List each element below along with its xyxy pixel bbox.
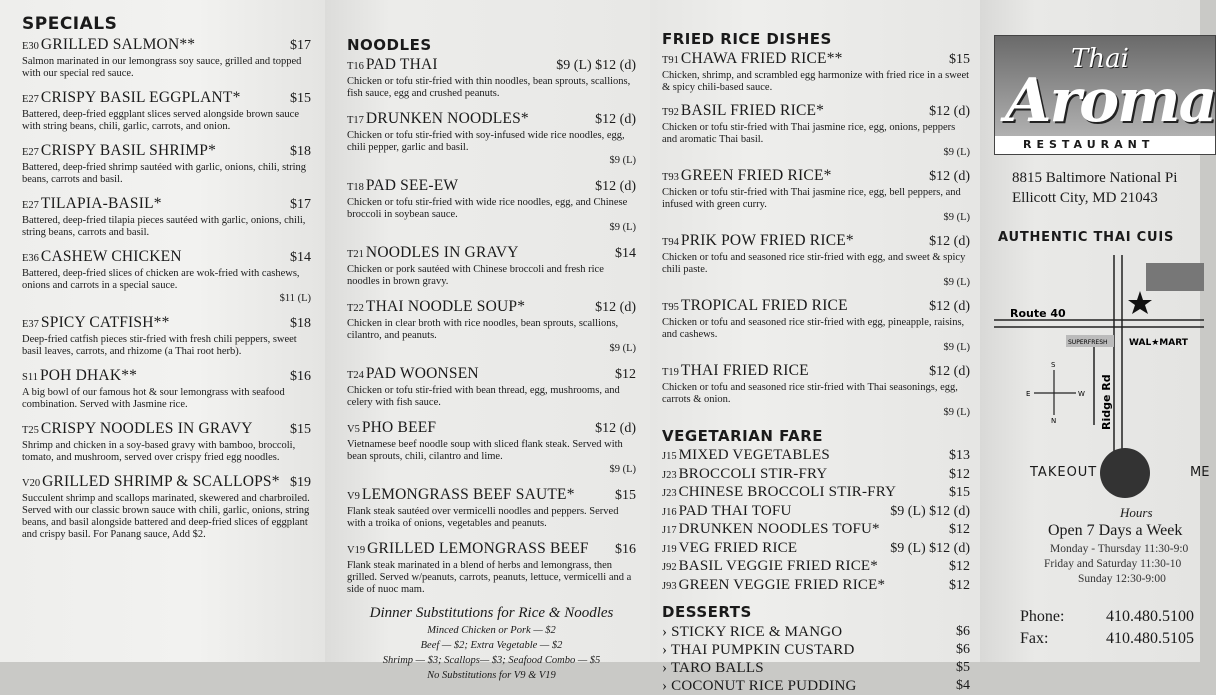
item-lunch-price: $9 (L) [943, 277, 970, 288]
item-description: Chicken, shrimp, and scrambled egg harmonize with fried rice in a sweet & spicy chili-based sauce. [662, 70, 970, 93]
item-name: CRISPY NOODLES IN GRAVY [40, 420, 253, 437]
item-code: T25 [22, 425, 39, 436]
item-price: $12 (d) [595, 300, 636, 315]
menu-item [22, 36, 311, 80]
item-description: Flank steak sautéed over vermicelli noodles and peppers. Served with a troika of onions, vegetables and peanuts. [347, 506, 619, 529]
item-price: $15 [949, 52, 970, 67]
item-description: Chicken or tofu and seasoned rice stir-fried with Thai seasonings, egg, carrots & onion. [662, 382, 958, 405]
item-code: T93 [662, 172, 679, 183]
item-code: J16 [662, 506, 677, 518]
item-code: T22 [347, 303, 364, 314]
phone-row [1020, 608, 1194, 626]
vegetarian-item-title [662, 466, 827, 485]
item-price: $6 [956, 624, 970, 639]
menu-item-title [22, 420, 253, 439]
menu-item [662, 297, 970, 354]
item-lunch-price: $9 (L) [943, 212, 970, 223]
item-name: TROPICAL FRIED RICE [680, 297, 848, 314]
menu-item-header [347, 540, 636, 559]
item-price: $12 [615, 367, 636, 382]
item-name: TILAPIA-BASIL* [40, 195, 162, 212]
fax-row [1020, 630, 1194, 648]
menu-item-title [662, 362, 809, 381]
address-line-2: Ellicott City, MD 21043 [1012, 190, 1158, 206]
item-name: CHINESE BROCCOLI STIR-FRY [678, 484, 897, 500]
vegetarian-item-title [662, 447, 830, 466]
substitutions-title: Dinner Substitutions for Rice & Noodles [369, 605, 614, 621]
menu-item [22, 89, 311, 133]
item-price: $12 (d) [929, 299, 970, 314]
item-code: E37 [22, 319, 39, 330]
item-description: Salmon marinated in our lemongrass soy sauce, grilled and topped with our special red sauce. [22, 56, 302, 79]
menu-item-title [22, 142, 216, 161]
item-description: Battered, deep-fried slices of chicken are wok-fried with cashews, onions and carrots in a special sauce. [22, 268, 300, 291]
item-name: PRIK POW FRIED RICE* [680, 232, 854, 249]
item-code: E27 [22, 147, 39, 158]
menu-item-header [347, 110, 636, 129]
item-name: NOODLES IN GRAVY [365, 244, 519, 261]
vegetarian-item [662, 466, 970, 485]
item-description: Chicken or tofu and seasoned rice stir-fried with egg, pineapple, raisins, and cashews. [662, 317, 965, 340]
menu-item-header [347, 298, 636, 317]
restaurant-logo [994, 35, 1216, 155]
menu-item-title [22, 248, 182, 267]
item-lunch-price: $9 (L) [943, 407, 970, 418]
menu-item-header [22, 473, 311, 492]
menu-item-header [347, 56, 636, 75]
item-code: T21 [347, 249, 364, 260]
item-price: $19 [290, 475, 311, 490]
item-price: $15 [615, 488, 636, 503]
item-code: T24 [347, 370, 364, 381]
item-price: $4 [956, 678, 970, 693]
item-name: PAD SEE-EW [365, 177, 459, 194]
item-name: › THAI PUMPKIN CUSTARD [662, 642, 855, 658]
item-price: $17 [290, 197, 311, 212]
dessert-item [662, 677, 970, 695]
menu-item-header [347, 244, 636, 263]
superfresh-label: SUPERFRESH [1068, 339, 1108, 346]
menu-item [662, 102, 970, 159]
menu-item [22, 420, 311, 464]
item-price: $15 [290, 91, 311, 106]
hours-line: Sunday 12:30-9:00 [1078, 573, 1166, 585]
compass-e: E [1026, 390, 1031, 398]
item-price: $12 (d) [595, 421, 636, 436]
menu-item [662, 362, 970, 419]
menu-item-title [22, 89, 241, 108]
menu-item [22, 195, 311, 239]
menu-item [662, 167, 970, 224]
item-name: GREEN FRIED RICE* [680, 167, 832, 184]
item-description: Battered, deep-fried eggplant slices served alongside brown sauce with string beans, chili, garlic, carrots, and onion. [22, 109, 299, 132]
menu-item [347, 110, 636, 167]
menu-item-header [347, 419, 636, 438]
vegetarian-item [662, 447, 970, 466]
open-days: Open 7 Days a Week [1048, 522, 1183, 539]
item-name: GRILLED SALMON** [40, 36, 196, 53]
menu-item-header [347, 177, 636, 196]
item-price: $12 (d) [595, 112, 636, 127]
item-code: T92 [662, 107, 679, 118]
item-code: E30 [22, 41, 39, 52]
item-code: T91 [662, 55, 679, 66]
menu-item-title [347, 244, 519, 263]
walmart-label: WAL★MART [1129, 338, 1188, 348]
vegetarian-title: VEGETARIAN FARE [662, 427, 824, 445]
menu-item [347, 244, 636, 288]
logo-restaurant-text: RESTAURANT [995, 136, 1215, 154]
menu-item [347, 486, 636, 530]
takeout-label: TAKEOUT [1030, 465, 1098, 480]
vegetarian-item [662, 503, 970, 522]
menu-item-header [22, 195, 311, 214]
hours-title: Hours [1120, 505, 1153, 520]
menu-item [347, 177, 636, 234]
item-code: J93 [662, 580, 677, 592]
item-price: $17 [290, 38, 311, 53]
item-price: $18 [290, 144, 311, 159]
menu-item-title [662, 50, 843, 69]
item-description: Chicken or tofu stir-fried with thin noodles, bean sprouts, scallions, fish sauce, egg and crushed peanuts. [347, 76, 631, 99]
item-name: CRISPY BASIL SHRIMP* [40, 142, 217, 159]
dessert-item [662, 623, 970, 641]
vegetarian-item [662, 577, 970, 596]
menu-item-header [22, 248, 311, 267]
item-description: Battered, deep-fried tilapia pieces sautéed with garlic, onions, chili, string beans, carrots and basil. [22, 215, 306, 238]
vegetarian-item-title [662, 558, 878, 577]
menu-item-title [347, 365, 479, 384]
item-price: $12 [949, 559, 970, 574]
item-name: CHAWA FRIED RICE** [680, 50, 843, 67]
menu-item-header [662, 50, 970, 69]
item-name: POH DHAK** [39, 367, 138, 384]
vegetarian-item-title [662, 503, 792, 522]
item-name: VEG FRIED RICE [678, 539, 798, 556]
menu-item-title [22, 36, 195, 55]
item-price: $15 [290, 422, 311, 437]
logo-aroma-text: Aroma [1005, 66, 1216, 136]
vegetarian-item-title [662, 521, 880, 540]
phone-number: 410.480.5100 [1106, 608, 1194, 625]
item-lunch-price: $11 (L) [279, 293, 311, 304]
road-label: Ridge Rd [1100, 374, 1113, 430]
item-code: T95 [662, 302, 679, 313]
item-price: $12 (d) [929, 234, 970, 249]
item-price: $12 [949, 466, 970, 482]
hours-line: Friday and Saturday 11:30-10 [1044, 558, 1182, 570]
item-description: Chicken or tofu stir-fried with wide rice noodles, egg, and Chinese broccoli in soybean sauce. [347, 197, 628, 220]
menu-item-title [662, 232, 854, 251]
menu-item-header [662, 362, 970, 381]
menu-item [347, 540, 636, 596]
item-price: $12 (d) [595, 179, 636, 194]
dessert-item [662, 641, 970, 659]
item-name: DRUNKEN NOODLES TOFU* [678, 521, 880, 537]
item-code: J92 [662, 562, 677, 573]
restaurant-marker [1146, 263, 1204, 291]
item-lunch-price: $9 (L) [943, 342, 970, 353]
substitution-line: Shrimp — $3; Scallops— $3; Seafood Combo — $5 [382, 655, 601, 666]
item-price: $14 [615, 246, 636, 261]
dessert-item [662, 659, 970, 677]
item-price: $6 [956, 642, 970, 657]
location-map [994, 255, 1204, 455]
specials-list [22, 36, 311, 541]
vegetarian-item [662, 484, 970, 503]
item-name: PHO BEEF [361, 419, 437, 436]
item-description: Chicken or tofu stir-fried with bean thread, egg, mushrooms, and celery with fish sauce. [347, 385, 620, 408]
tagline: AUTHENTIC THAI CUIS [998, 230, 1175, 245]
menu-item [662, 232, 970, 289]
vegetarian-item-title [662, 577, 885, 596]
address-line-1: 8815 Baltimore National Pi [1012, 170, 1178, 186]
vegetarian-item [662, 558, 970, 577]
mascot-icon [1100, 448, 1150, 498]
menu-item-title [22, 195, 162, 214]
item-name: PAD WOONSEN [365, 365, 479, 382]
item-price: $14 [290, 250, 311, 265]
item-name: BROCCOLI STIR-FRY [678, 465, 828, 482]
item-code: V5 [347, 424, 360, 435]
desserts-title: DESSERTS [662, 603, 752, 621]
vegetarian-item [662, 540, 970, 559]
vegetarian-item-title [662, 484, 896, 503]
item-description: Vietnamese beef noodle soup with sliced flank steak. Served with bean sprouts, chili, cilantro and lime. [347, 439, 623, 462]
item-code: E36 [22, 253, 39, 264]
item-price: $18 [290, 316, 311, 331]
item-description: Chicken or tofu stir-fried with soy-infused wide rice noodles, egg, chili pepper, garlic and basil. [347, 130, 625, 153]
menu-item [22, 314, 311, 358]
menu-item-header [22, 367, 311, 386]
hours-line: Monday - Thursday 11:30-9:0 [1050, 543, 1189, 555]
menu-item-header [662, 167, 970, 186]
item-code: J17 [662, 525, 677, 536]
item-description: Succulent shrimp and scallops marinated, skewered and charbroiled. Served with our classic brown sauce with chili, garlic, onions, string beans, and basil alongside battered and deep-fried slices of eggplant and crispy basil. For Panang sauce, Add $2. [22, 493, 310, 540]
item-code: J15 [662, 451, 677, 462]
item-code: V20 [22, 478, 41, 489]
item-code: T94 [662, 237, 679, 248]
item-lunch-price: $9 (L) [609, 464, 636, 475]
item-price: $9 (L) $12 (d) [556, 58, 636, 73]
item-description: Battered, deep-fried shrimp sautéed with garlic, onions, chili, string beans, carrots and basil. [22, 162, 307, 185]
item-name: › TARO BALLS [662, 660, 764, 676]
substitutions-box [347, 606, 636, 683]
item-name: BASIL FRIED RICE* [680, 102, 825, 119]
item-name: CASHEW CHICKEN [40, 248, 182, 265]
menu-item [22, 367, 311, 411]
fax-number: 410.480.5105 [1106, 630, 1194, 647]
noodles-title: NOODLES [347, 36, 432, 54]
item-name: PAD THAI TOFU [678, 502, 792, 519]
menu-item-title [662, 167, 832, 186]
item-code: T16 [347, 61, 364, 72]
substitution-line: No Substitutions for V9 & V19 [427, 670, 556, 681]
item-code: T19 [662, 367, 679, 378]
logo-thai-text: Thai [1071, 44, 1129, 74]
item-description: Shrimp and chicken in a soy-based gravy with bamboo, broccoli, tomato, and mushroom, served over crispy fried egg noodles. [22, 440, 296, 463]
item-name: GRILLED SHRIMP & SCALLOPS* [42, 473, 280, 490]
fax-label: Fax: [1020, 630, 1049, 647]
item-name: BASIL VEGGIE FRIED RICE* [678, 558, 878, 574]
item-code: T17 [347, 115, 364, 126]
item-price: $15 [949, 485, 970, 500]
item-price: $5 [956, 660, 970, 675]
compass-n: N [1051, 417, 1057, 425]
item-price: $12 (d) [929, 104, 970, 119]
item-name: LEMONGRASS BEEF SAUTE* [361, 486, 575, 503]
item-description: Chicken or tofu stir-fried with Thai jasmine rice, egg, bell peppers, and infused with green curry. [662, 187, 961, 210]
menu-item [347, 365, 636, 409]
noodles-list [347, 56, 636, 596]
menu-item-title [22, 314, 170, 333]
item-code: V9 [347, 491, 360, 502]
phone-label: Phone: [1020, 608, 1065, 625]
item-code: V19 [347, 545, 366, 556]
menu-item-title [347, 419, 436, 438]
star-icon [1128, 291, 1152, 314]
menu-item [22, 142, 311, 186]
item-name: THAI FRIED RICE [680, 362, 809, 379]
item-code: J19 [662, 543, 677, 555]
item-name: MIXED VEGETABLES [678, 447, 830, 463]
menu-item-header [22, 36, 311, 55]
menu-item-header [662, 297, 970, 316]
item-price: $12 [949, 577, 970, 593]
item-price: $9 (L) $12 (d) [890, 503, 970, 519]
compass-s: S [1051, 361, 1056, 369]
item-code: T18 [347, 182, 364, 193]
menu-item-title [347, 486, 575, 505]
item-name: DRUNKEN NOODLES* [365, 110, 529, 127]
route-label: Route 40 [1010, 307, 1066, 320]
menu-item [347, 419, 636, 476]
menu-item-title [347, 56, 438, 75]
item-price: $16 [615, 542, 636, 557]
item-code: J23 [662, 469, 677, 481]
vegetarian-list [662, 447, 970, 595]
menu-item [347, 298, 636, 355]
menu-item [22, 473, 311, 541]
item-name: › STICKY RICE & MANGO [662, 624, 843, 640]
item-description: Chicken in clear broth with rice noodles, bean sprouts, scallions, cilantro, and peanuts. [347, 318, 619, 341]
menu-item-header [22, 142, 311, 161]
menu-item [662, 50, 970, 94]
menu-item-title [22, 473, 280, 492]
menu-item-title [347, 177, 458, 196]
fried-rice-panel [650, 0, 980, 694]
vegetarian-item [662, 521, 970, 540]
specials-title: SPECIALS [22, 14, 118, 34]
item-name: GREEN VEGGIE FRIED RICE* [678, 576, 886, 593]
substitution-line: Beef — $2; Extra Vegetable — $2 [420, 640, 563, 651]
menu-item-title [347, 540, 589, 559]
item-name: GRILLED LEMONGRASS BEEF [367, 540, 589, 557]
fried-rice-list [662, 50, 970, 419]
menu-item [22, 248, 311, 305]
item-description: Chicken or tofu and seasoned rice stir-fried with egg, and sweet & spicy chili paste. [662, 252, 966, 275]
item-price: $12 (d) [929, 169, 970, 184]
item-price: $13 [949, 448, 970, 463]
item-name: SPICY CATFISH** [40, 314, 170, 331]
menu-item-header [662, 102, 970, 121]
vegetarian-item-title [662, 540, 797, 559]
item-lunch-price: $9 (L) [609, 343, 636, 354]
menu-item-header [22, 314, 311, 333]
info-panel [980, 0, 1216, 662]
item-price: $16 [290, 369, 311, 384]
menu-label-partial: ME [1190, 465, 1210, 480]
item-name: PAD THAI [365, 56, 438, 73]
item-code: E27 [22, 94, 39, 105]
menu-item-title [347, 298, 525, 317]
compass-w: W [1078, 390, 1085, 398]
menu-item-header [662, 232, 970, 251]
item-description: Chicken or pork sautéed with Chinese broccoli and fresh rice noodles in brown gravy. [347, 264, 604, 287]
substitution-line: Minced Chicken or Pork — $2 [427, 625, 556, 636]
item-description: A big bowl of our famous hot & sour lemongrass with seafood combination. Served with Jasmine rice. [22, 387, 285, 410]
desserts-list [662, 623, 970, 695]
item-description: Flank steak marinated in a blend of herbs and lemongrass, then grilled. Served w/peanuts, carrots, peanuts, lettuce, vermicelli and a side of nuoc mam. [347, 560, 632, 595]
item-name: CRISPY BASIL EGGPLANT* [40, 89, 241, 106]
item-lunch-price: $9 (L) [943, 147, 970, 158]
menu-item-header [347, 486, 636, 505]
noodles-panel [325, 0, 650, 681]
item-description: Deep-fried catfish pieces stir-fried with fresh chili peppers, sweet basil leaves, carrots, and rhizome (a Thai root herb). [22, 334, 297, 357]
item-price: $12 [949, 522, 970, 537]
menu-item [347, 56, 636, 100]
item-name: › COCONUT RICE PUDDING [662, 678, 857, 694]
item-price: $9 (L) $12 (d) [890, 540, 970, 556]
menu-item-header [22, 89, 311, 108]
menu-item-title [22, 367, 137, 386]
item-lunch-price: $9 (L) [609, 155, 636, 166]
menu-item-header [347, 365, 636, 384]
menu-item-title [662, 297, 848, 316]
fried-rice-title: FRIED RICE DISHES [662, 30, 832, 48]
item-code: E27 [22, 200, 39, 211]
item-code: S11 [22, 372, 38, 383]
item-description: Chicken or tofu stir-fried with Thai jasmine rice, egg, onions, peppers and aromatic Thai basil. [662, 122, 956, 145]
item-name: THAI NOODLE SOUP* [365, 298, 526, 315]
item-code: J23 [662, 488, 677, 499]
menu-item-header [22, 420, 311, 439]
specials-panel [0, 0, 325, 662]
item-lunch-price: $9 (L) [609, 222, 636, 233]
menu-item-title [662, 102, 824, 121]
item-price: $12 (d) [929, 364, 970, 379]
menu-item-title [347, 110, 529, 129]
